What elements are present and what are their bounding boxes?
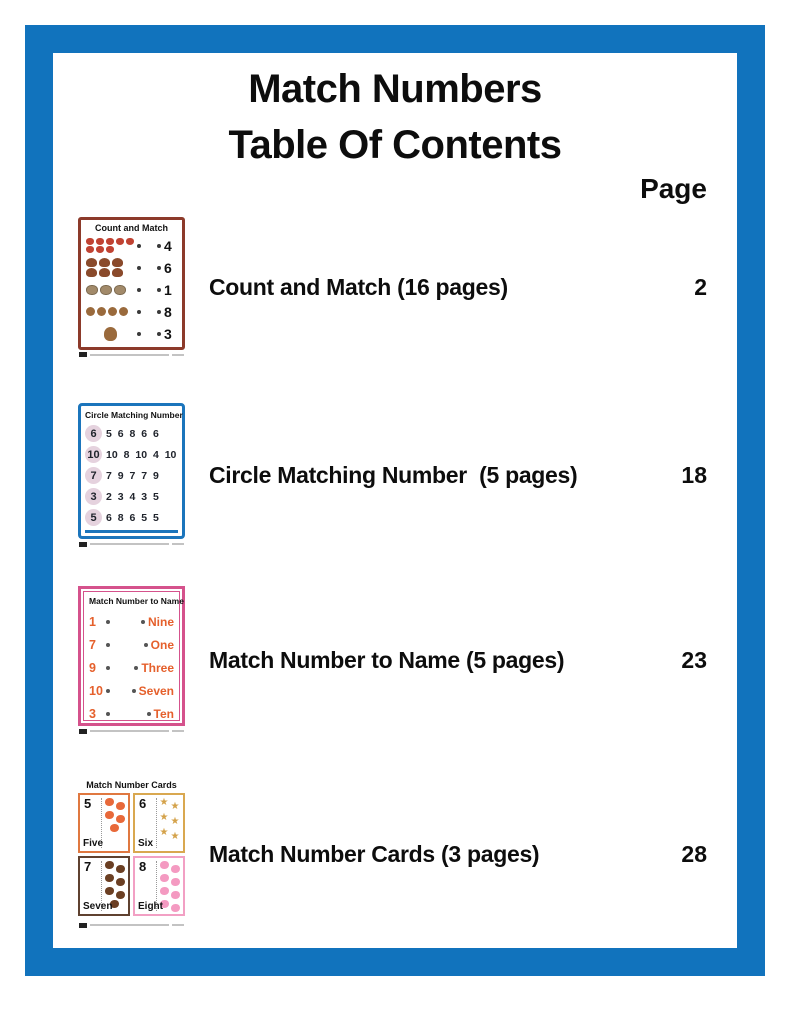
monkeys-icon [86, 307, 95, 316]
publisher-logo-icon [79, 923, 87, 928]
circle-row [85, 507, 178, 528]
number-card [78, 856, 130, 916]
monkey-icon [104, 327, 117, 341]
thumbnail-count-and-match [78, 217, 185, 358]
thumb-footer [78, 728, 185, 734]
page-column-header: Page [640, 173, 707, 204]
match-dot-icon [106, 666, 110, 670]
hedgehog-icon [105, 861, 114, 869]
match-number: 1 [164, 281, 172, 298]
thumb-footer [78, 922, 185, 928]
number-name: One [150, 637, 174, 652]
thumbnail-match-number-cards [78, 780, 185, 928]
hedgehog-icon [116, 878, 125, 886]
turkeys-icon [99, 258, 110, 267]
match-dot-icon [137, 288, 141, 292]
entry-title: Match Number to Name (5 pages) [209, 646, 565, 673]
match-number: 3 [164, 325, 172, 342]
card-word: Eight [138, 901, 163, 912]
match-dot-icon [157, 332, 161, 336]
strawberries-icon [96, 246, 104, 253]
strawberries-icon [126, 238, 134, 245]
name-match-row [89, 679, 174, 702]
worksheet-preview [78, 403, 185, 539]
target-number-circle: 5 [85, 509, 102, 526]
turkeys-icon [99, 268, 110, 277]
starfish-icon: ★ [170, 831, 180, 842]
option-numbers: 10 8 10 4 10 [106, 448, 177, 461]
page-frame [25, 25, 765, 976]
monkeys-icon [119, 307, 128, 316]
circle-row [85, 423, 178, 444]
crab-icon [116, 802, 125, 810]
title-line-1: Match Numbers [248, 67, 542, 111]
number-name: Three [141, 660, 174, 675]
coconuts-icon [86, 285, 98, 295]
match-number: 10 [89, 683, 103, 698]
option-numbers: 6 8 6 5 5 [106, 511, 159, 524]
fish-icon [160, 861, 169, 869]
fish-icon [171, 878, 180, 886]
card-word: Seven [83, 901, 113, 912]
item-cluster [86, 307, 134, 316]
crab-icon [116, 815, 125, 823]
entry-page-number: 2 [694, 273, 707, 300]
hedgehog-icon [105, 887, 114, 895]
item-cluster [86, 238, 134, 253]
worksheet-preview [78, 217, 185, 350]
turkeys-icon [112, 268, 123, 277]
hedgehog-icon [105, 874, 114, 882]
match-dot-icon [106, 620, 110, 624]
starfish-icon: ★ [170, 816, 180, 827]
strawberries-icon [96, 238, 104, 245]
card-word: Five [83, 838, 104, 849]
strawberries-icon [86, 246, 94, 253]
target-number-circle: 6 [85, 425, 102, 442]
toc-entry-circle-matching-number [78, 401, 707, 549]
crab-icon [105, 798, 114, 806]
strawberries-icon [106, 238, 114, 245]
entry-page-number: 18 [681, 461, 707, 488]
name-match-row [89, 656, 174, 679]
page-title [53, 53, 737, 173]
match-dot-icon [157, 244, 161, 248]
match-number: 8 [164, 303, 172, 320]
number-name: Nine [147, 614, 174, 629]
match-dot-icon [137, 244, 141, 248]
item-cluster [86, 285, 134, 295]
target-number-circle: 10 [85, 446, 102, 463]
match-number: 6 [164, 259, 172, 276]
match-dot-icon [134, 666, 138, 670]
match-dot-icon [137, 266, 141, 270]
count-match-row [86, 279, 177, 301]
crab-icon [105, 811, 114, 819]
circle-row [85, 444, 178, 465]
turkeys-icon [86, 258, 97, 267]
match-dot-icon [144, 643, 148, 647]
monkeys-icon [108, 307, 117, 316]
card-number: 5 [84, 796, 92, 811]
strawberries-icon [86, 238, 94, 245]
turkeys-icon [86, 268, 97, 277]
thumb-footer-bar [85, 530, 178, 533]
fish-icon [171, 904, 180, 912]
fish-icon [171, 865, 180, 873]
card-number: 8 [139, 859, 147, 874]
starfish-icon: ★ [159, 797, 169, 808]
target-number-circle: 7 [85, 467, 102, 484]
match-number: 3 [89, 706, 96, 721]
item-cluster [86, 327, 134, 341]
count-match-row [86, 323, 177, 345]
entry-title: Circle Matching Number (5 pages) [209, 461, 578, 488]
thumbnail-match-number-to-name [78, 586, 185, 734]
coconuts-icon [114, 285, 126, 295]
strawberries-icon [106, 246, 114, 253]
match-number: 7 [89, 637, 96, 652]
name-match-row [89, 633, 174, 656]
thumb-heading: Match Number to Name [89, 596, 184, 606]
name-match-row [89, 702, 174, 725]
starfish-icon: ★ [170, 801, 180, 812]
match-dot-icon [132, 689, 136, 693]
match-dot-icon [106, 689, 110, 693]
option-numbers: 2 3 4 3 5 [106, 490, 159, 503]
fish-icon [160, 874, 169, 882]
number-card [133, 856, 185, 916]
card-items [103, 798, 126, 848]
turkeys-icon [112, 258, 123, 267]
number-card [78, 793, 130, 853]
publisher-logo-icon [79, 352, 87, 357]
number-cards-grid [78, 793, 185, 916]
worksheet-preview [78, 586, 185, 726]
toc-entry-match-number-to-name [78, 586, 707, 734]
match-dot-icon [137, 310, 141, 314]
card-divider [156, 798, 157, 848]
count-match-row [86, 301, 177, 323]
count-match-row [86, 257, 177, 279]
match-dot-icon [106, 712, 110, 716]
match-number: 1 [89, 614, 96, 629]
match-dot-icon [147, 712, 151, 716]
thumb-footer [78, 352, 185, 358]
starfish-icon: ★ [159, 812, 169, 823]
card-number: 7 [84, 859, 92, 874]
number-name: Ten [153, 706, 174, 721]
match-dot-icon [106, 643, 110, 647]
entry-title: Count and Match (16 pages) [209, 273, 508, 300]
entry-page-number: 28 [681, 840, 707, 867]
option-numbers: 5 6 8 6 6 [106, 427, 159, 440]
strawberries-icon [116, 238, 124, 245]
monkeys-icon [97, 307, 106, 316]
starfish-icon: ★ [159, 827, 169, 838]
match-dot-icon [137, 332, 141, 336]
circle-row [85, 486, 178, 507]
name-match-row [89, 610, 174, 633]
fish-icon [171, 891, 180, 899]
match-number: 4 [164, 237, 172, 254]
crab-icon [110, 824, 119, 832]
coconuts-icon [100, 285, 112, 295]
worksheet-preview [78, 780, 185, 920]
match-dot-icon [157, 288, 161, 292]
entry-page-number: 23 [681, 646, 707, 673]
match-number: 9 [89, 660, 96, 675]
match-dot-icon [157, 310, 161, 314]
hedgehog-icon [116, 891, 125, 899]
card-word: Six [138, 838, 154, 849]
title-line-2: Table Of Contents [228, 123, 562, 167]
card-items [158, 798, 181, 848]
thumb-heading: Count and Match [95, 222, 168, 233]
circle-row [85, 465, 178, 486]
thumb-heading: Match Number Cards [86, 780, 177, 790]
thumb-heading: Circle Matching Number [85, 410, 183, 420]
item-cluster [86, 258, 134, 277]
hedgehog-icon [116, 865, 125, 873]
publisher-logo-icon [79, 542, 87, 547]
match-dot-icon [141, 620, 145, 624]
thumbnail-circle-matching-number [78, 403, 185, 547]
entry-title: Match Number Cards (3 pages) [209, 840, 540, 867]
option-numbers: 7 9 7 7 9 [106, 469, 159, 482]
number-name: Seven [138, 683, 174, 698]
card-number: 6 [139, 796, 147, 811]
thumb-footer [78, 541, 185, 547]
match-dot-icon [157, 266, 161, 270]
page-content [53, 53, 737, 948]
fish-icon [160, 887, 169, 895]
publisher-logo-icon [79, 729, 87, 734]
count-match-row [86, 235, 177, 257]
toc-entry-count-and-match [78, 213, 707, 361]
number-card [133, 793, 185, 853]
target-number-circle: 3 [85, 488, 102, 505]
toc-entry-match-number-cards [78, 780, 707, 928]
